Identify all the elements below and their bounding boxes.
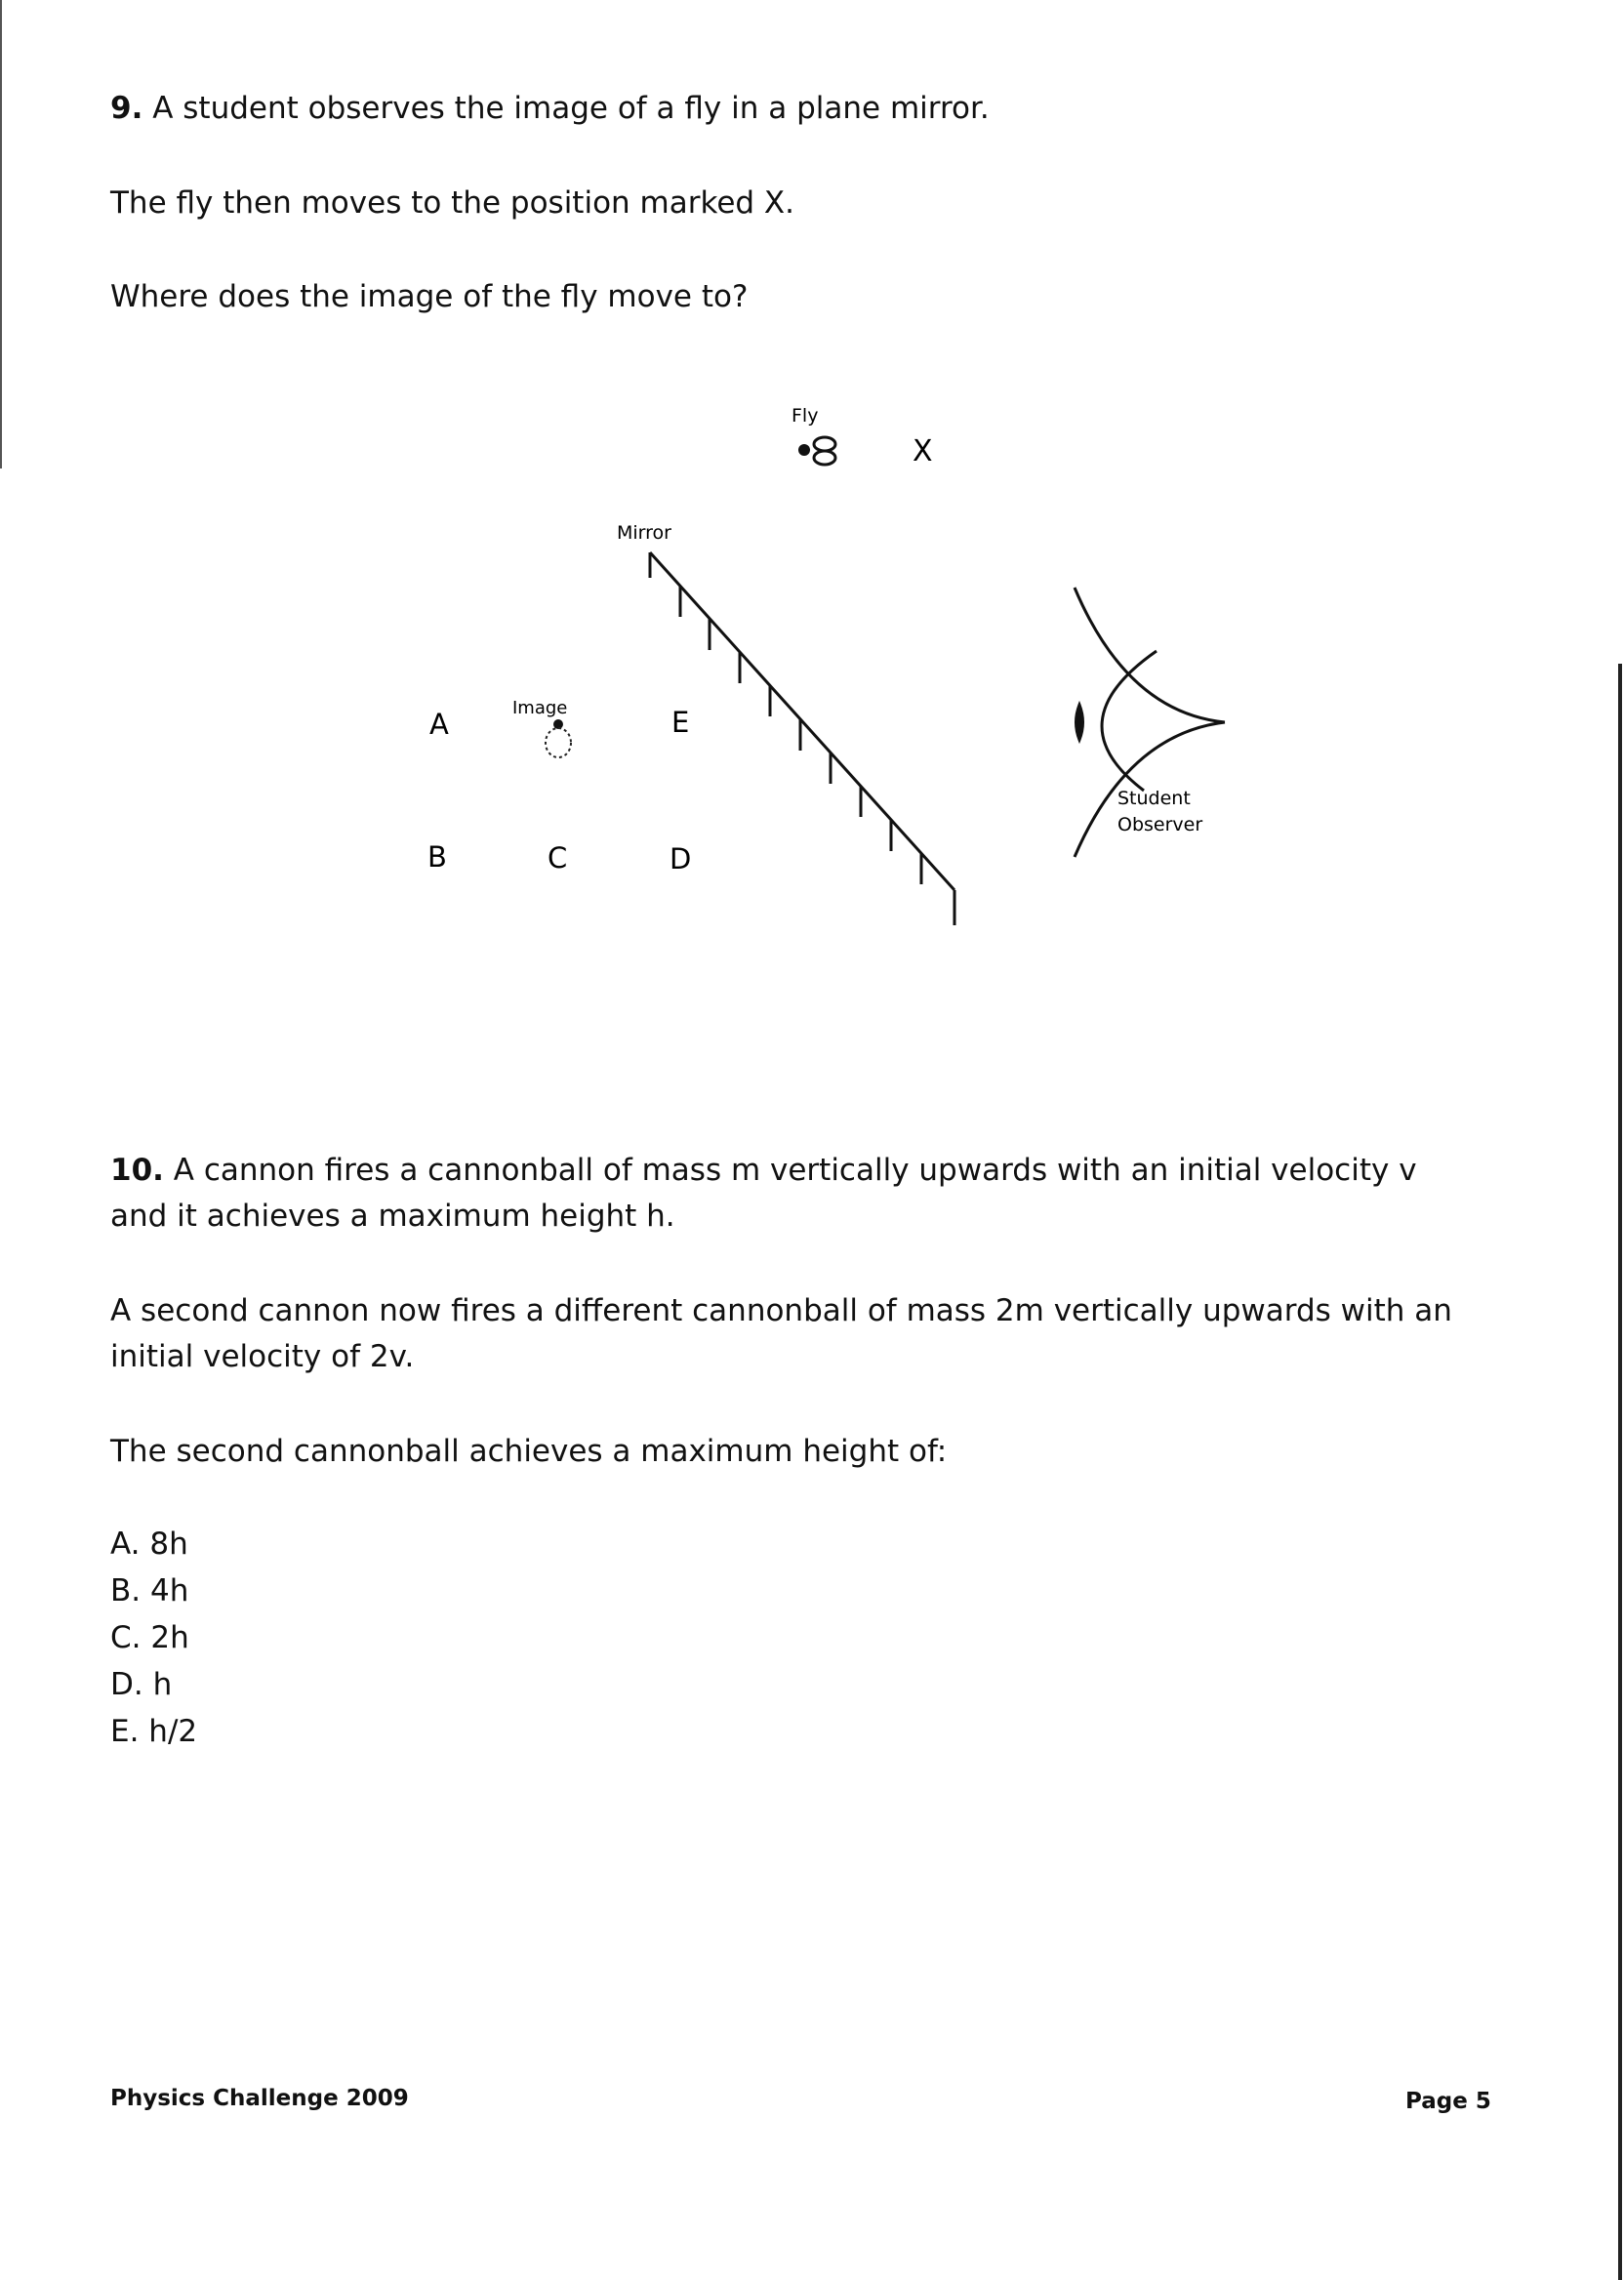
image-label: Image	[512, 698, 568, 718]
question-10-line-3: A second cannon now fires a different cannonball of mass 2m vertically upwards with an	[110, 1293, 1452, 1328]
question-10-line-2: and it achieves a maximum height h.	[110, 1199, 675, 1234]
position-a-label: A	[429, 708, 449, 741]
page-number: Page 5	[1405, 2089, 1491, 2114]
question-10-line-1	[110, 1148, 1417, 1194]
observer-label-line-2: Observer	[1117, 814, 1203, 835]
question-9-line-3: Where does the image of the fly move to?	[110, 279, 749, 314]
question-9-line-2: The fly then moves to the position marked X.	[110, 185, 795, 221]
question-10-text-1: A cannon fires a cannonball of mass m vertically upwards with an initial velocity v	[173, 1153, 1417, 1188]
fly-image-icon	[546, 719, 571, 757]
answer-option-c: C. 2h	[110, 1620, 189, 1655]
answer-option-e: E. h/2	[110, 1714, 198, 1749]
answer-option-a: A. 8h	[110, 1527, 188, 1562]
question-10-number: 10.	[110, 1153, 164, 1188]
fly-icon	[798, 437, 835, 465]
answer-option-d: D. h	[110, 1667, 173, 1702]
question-9-number: 9.	[110, 91, 143, 126]
position-b-label: B	[427, 840, 447, 874]
observer-label-line-1: Student	[1117, 788, 1191, 809]
position-d-label: D	[670, 842, 692, 875]
answer-option-b: B. 4h	[110, 1573, 189, 1608]
position-c-label: C	[548, 841, 568, 875]
mirror-diagram	[0, 0, 1624, 976]
question-10-line-5: The second cannonball achieves a maximum height of:	[110, 1434, 948, 1469]
position-e-label: E	[671, 706, 690, 739]
fly-label: Fly	[792, 405, 819, 427]
position-x-label: X	[913, 434, 933, 468]
plane-mirror	[650, 552, 954, 925]
footer-title: Physics Challenge 2009	[110, 2086, 409, 2111]
question-10-line-4: initial velocity of 2v.	[110, 1339, 415, 1374]
question-9-text-1: A student observes the image of a fly in a plane mirror.	[152, 91, 990, 126]
mirror-label: Mirror	[617, 522, 671, 544]
